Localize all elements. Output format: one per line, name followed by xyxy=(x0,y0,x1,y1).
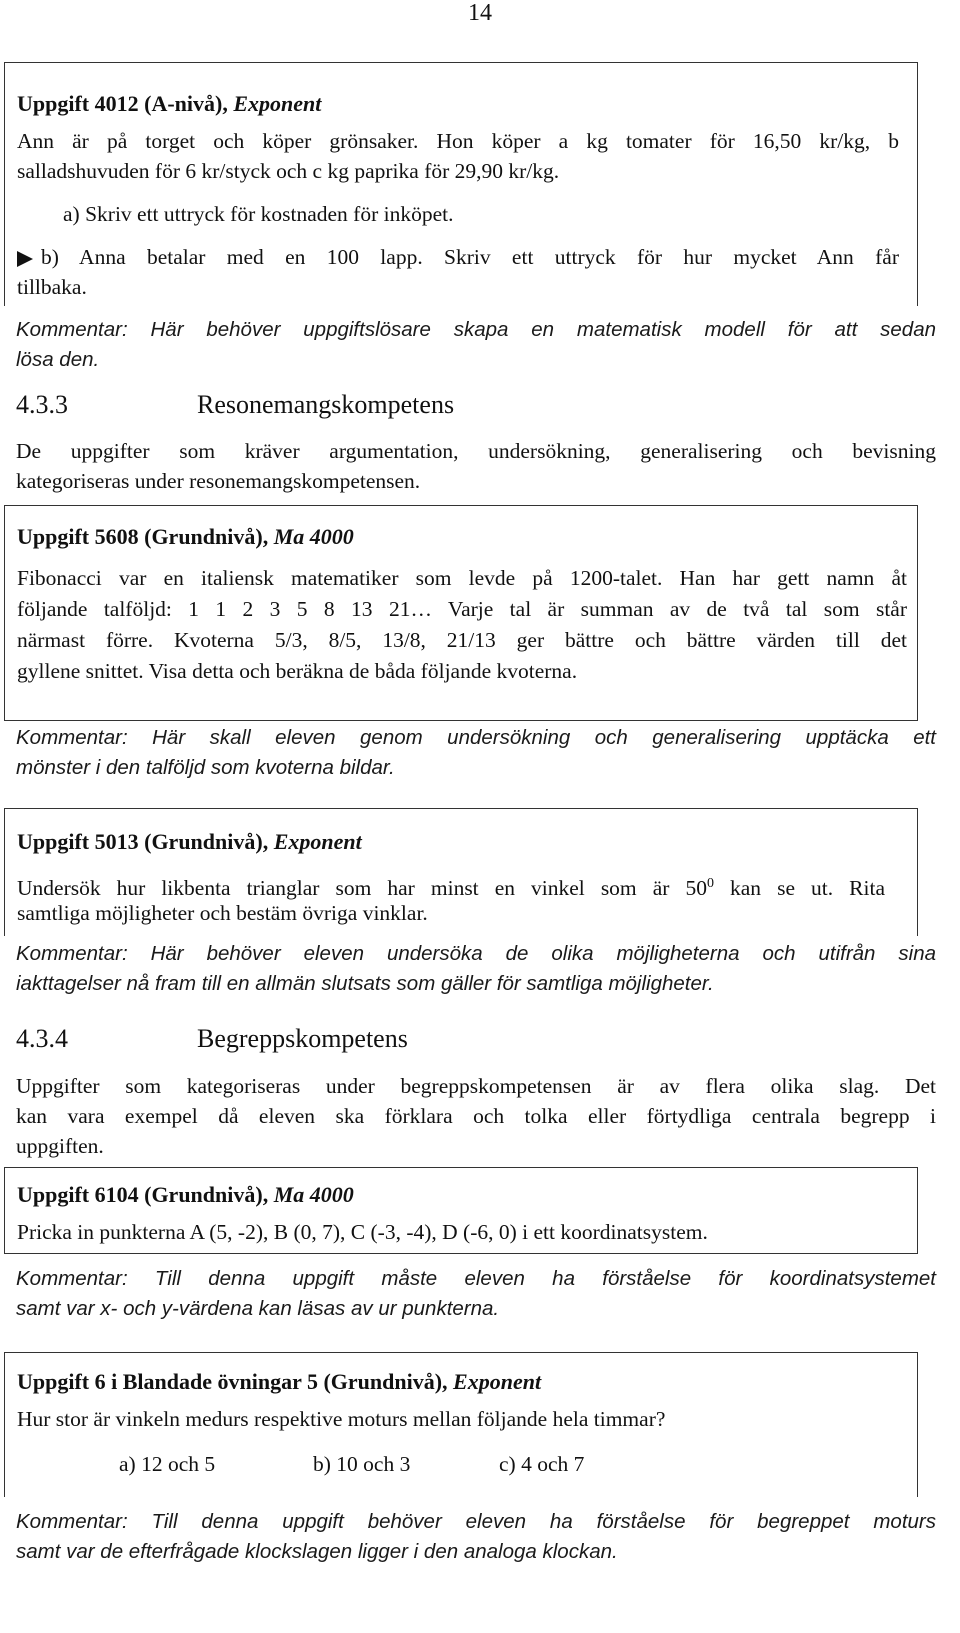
task-text-line: Ann är på torget och köper grönsaker. Hon köper a kg tomater för 16,50 kr/kg, b xyxy=(17,129,899,153)
task-option-a: a) 12 och 5 xyxy=(119,1452,216,1476)
task-box-4012 xyxy=(4,62,918,306)
comment-6104: Kommentar: Till denna uppgift måste eleven ha förståelse för koordinatsystemet samt var x- och y-värdena kan läsas av ur punkterna. xyxy=(16,1267,936,1320)
task-option-c: c) 4 och 7 xyxy=(499,1452,585,1476)
task-box-5013 xyxy=(4,808,918,936)
task-text-line: gyllene snittet. Visa detta och beräkna de båda följande kvoterna. xyxy=(17,659,578,683)
task-box-blandade xyxy=(4,1352,918,1497)
task-item-b: b) Anna betalar med en 100 lapp. Skriv ett uttryck för hur mycket Ann får xyxy=(17,243,899,272)
task-text-line: samtliga möjligheter och bestäm övriga vinklar. xyxy=(17,901,428,925)
comment-4012: Kommentar: Här behöver uppgiftslösare skapa en matematisk modell för att sedan lösa den. xyxy=(16,318,936,371)
task-text-line: närmast förre. Kvoterna 5/3, 8/5, 13/8, 21/13 ger bättre och bättre värden till det xyxy=(17,628,907,652)
arrow-marker-icon xyxy=(17,251,33,267)
task-title: Uppgift 6104 (Grundnivå), Ma 4000 xyxy=(17,1182,354,1207)
comment-5608: Kommentar: Här skall eleven genom undersökning och generalisering upptäcka ett mönster i den talföljd som kvoterna bildar. xyxy=(16,726,936,779)
comment-5013: Kommentar: Här behöver eleven undersöka de olika möjligheterna och utifrån sina iakttagelser nå fram till en allmän slutsats som gäller för samtliga möjligheter. xyxy=(16,942,936,995)
task-text-line: Hur stor är vinkeln medurs respektive moturs mellan följande hela timmar? xyxy=(17,1407,666,1431)
task-text-line: Fibonacci var en italiensk matematiker som levde på 1200-talet. Han har gett namn åt xyxy=(17,566,907,590)
task-text-line: salladshuvuden för 6 kr/styck och c kg paprika för 29,90 kr/kg. xyxy=(17,159,560,183)
task-title: Uppgift 4012 (A-nivå), Exponent xyxy=(17,91,322,116)
task-option-b: b) 10 och 3 xyxy=(313,1452,411,1476)
section-heading-433: 4.3.3 Resonemangskompetens xyxy=(16,390,455,419)
task-item-b-cont: tillbaka. xyxy=(17,275,87,299)
comment-blandade: Kommentar: Till denna uppgift behöver eleven ha förståelse för begreppet moturs samt var de efterfrågade klockslagen ligger i den analoga klockan. xyxy=(16,1510,936,1563)
task-item-a: a) Skriv ett uttryck för kostnaden för inköpet. xyxy=(63,202,454,226)
task-title: Uppgift 5608 (Grundnivå), Ma 4000 xyxy=(17,524,354,549)
task-title: Uppgift 5013 (Grundnivå), Exponent xyxy=(17,829,362,854)
task-title: Uppgift 6 i Blandade övningar 5 (Grundnivå), Exponent xyxy=(17,1369,542,1394)
task-text-line: följande talföljd: 1 1 2 3 5 8 13 21… Varje tal är summan av de två tal som står xyxy=(17,597,907,621)
task-box-5608 xyxy=(4,505,918,721)
section-text-433: De uppgifter som kräver argumentation, undersökning, generalisering och bevisning kategoriseras under resonemangskompetensen. xyxy=(16,439,936,493)
page-number: 14 xyxy=(468,0,492,26)
section-heading-434: 4.3.4 Begreppskompetens xyxy=(16,1024,408,1053)
task-box-6104 xyxy=(4,1167,918,1254)
task-text-line: Pricka in punkterna A (5, -2), B (0, 7), C (-3, -4), D (-6, 0) i ett koordinatsystem. xyxy=(17,1220,708,1244)
task-text-line: Undersök hur likbenta trianglar som har minst en vinkel som är $50^0$ kan se ut. Rita xyxy=(17,876,885,901)
section-text-434: Uppgifter som kategoriseras under begreppskompetensen är av flera olika slag. Det kan vara exempel då eleven ska förklara och tolka eller förtydliga centrala begrepp i uppgiften. xyxy=(16,1074,936,1158)
